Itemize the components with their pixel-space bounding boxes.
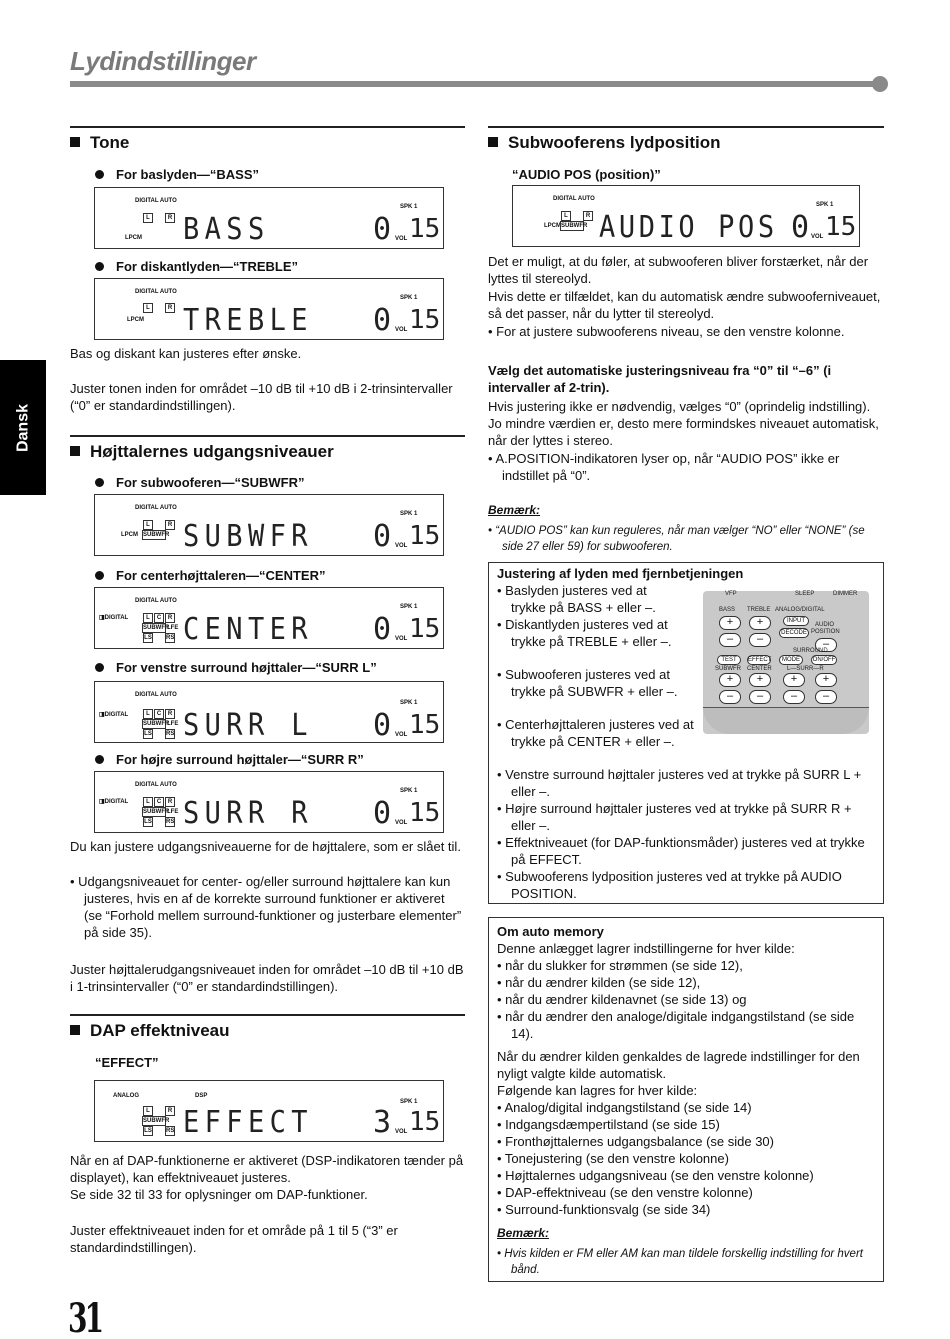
volume-value: 15: [409, 305, 441, 335]
dap-text-2: Se side 32 til 33 for oplysninger om DAP-funktioner.: [70, 1187, 368, 1202]
dolby-digital-indicator: [99, 799, 128, 807]
remote-item-5: • Venstre surround højttaler justeres ved at trykke på SURR L + eller –.: [497, 767, 862, 799]
digital-auto-indicator: DIGITAL AUTO: [553, 196, 595, 202]
dolby-icon: ◨: [99, 615, 105, 621]
channel-l-indicator: L: [143, 303, 153, 313]
subwfr-indicator: SUBWFR: [143, 809, 170, 815]
channel-rs-indicator: RS: [166, 819, 175, 825]
channel-l-indicator: L: [561, 211, 571, 221]
input-button[interactable]: INPUT: [783, 616, 809, 626]
vol-indicator: VOL: [395, 1129, 408, 1135]
dap-text-1: Når en af DAP-funktionerne er aktiveret (DSP-indikatoren tænder på displayet), kan effektniveauet justeres.: [70, 1153, 464, 1185]
channel-rs-indicator: RS: [166, 1128, 175, 1134]
speaker-levels-bullet-1: • Udgangsniveauet for center- og/eller surround højttalere kan kun justeres, hvis en af de korrekte surround funktioner er aktiveret (se “Forhold mellem surround-funktioner og justerbare elementer” på side 35).: [70, 874, 462, 940]
square-bullet-icon: [70, 1025, 80, 1035]
display-value: 0: [373, 303, 392, 338]
audio-label: AUDIO: [815, 622, 835, 628]
dolby-digital-indicator: [99, 712, 128, 720]
auto-memory-item-4: • når du ændrer den analoge/digitale indgangstilstand (se side 14).: [497, 1009, 855, 1041]
subwfr-indicator: SUBWFR: [143, 1118, 170, 1124]
square-bullet-icon: [70, 446, 80, 456]
channel-c-indicator: C: [154, 709, 164, 719]
dap-text-3: Juster effektniveauet inden for et område på 1 til 5 (“3” er standardindstillingen).: [70, 1223, 398, 1255]
vol-indicator: VOL: [811, 234, 824, 240]
auto-memory-text-3: Følgende kan lagres for hver kilde:: [497, 1083, 698, 1098]
surr-r-plus-button[interactable]: +: [815, 673, 837, 687]
vol-indicator: VOL: [395, 543, 408, 549]
treble-label-text: For diskantlyden—“TREBLE”: [116, 259, 299, 274]
spk-indicator: SPK 1: [400, 604, 418, 610]
digital-auto-indicator: DIGITAL AUTO: [135, 198, 177, 204]
bullet-icon: [95, 478, 104, 487]
subwoofer-pos-bold: Vælg det automatiske justeringsniveau fra “0” til “–6” (i intervaller af 2-trin).: [488, 363, 832, 395]
treble-minus-button[interactable]: –: [749, 633, 771, 647]
digital-auto-indicator: DIGITAL AUTO: [135, 692, 177, 698]
surr-l-minus-button[interactable]: –: [783, 690, 805, 704]
bullet-icon: [95, 663, 104, 672]
treble-label: [95, 258, 298, 275]
dolby-icon: ◨: [99, 799, 105, 805]
note-text: • “AUDIO POS” kan kun reguleres, når man vælger “NO” eller “NONE” (se side 27 eller 59) for subwooferen.: [488, 525, 865, 553]
display-audio-pos: [512, 185, 860, 247]
subwoofer-pos-text-2: Hvis dette er tilfældet, kan du automatisk ændre subwooferniveauet, så det passer, når du lytter til stereolyd.: [488, 289, 881, 321]
channel-r-indicator: R: [165, 520, 175, 530]
digital-auto-indicator: DIGITAL AUTO: [135, 289, 177, 295]
remote-illustration: [703, 591, 869, 734]
remote-box-heading: Justering af lyden med fjernbetjeningen: [497, 566, 744, 581]
digital-auto-indicator: DIGITAL AUTO: [135, 782, 177, 788]
remote-item-8: • Subwooferens lydposition justeres ved at trykke på AUDIO POSITION.: [497, 869, 842, 901]
subwoofer-pos-bullet-1: • For at justere subwooferens niveau, se den venstre kolonne.: [488, 324, 845, 339]
vol-indicator: VOL: [395, 820, 408, 826]
channel-r-indicator: R: [583, 211, 593, 221]
dsp-indicator: DSP: [195, 1093, 208, 1099]
display-center: [94, 587, 444, 649]
lfe-indicator: LFE: [167, 721, 179, 727]
dolby-digital-label: DIGITAL: [104, 712, 129, 718]
bass-plus-button[interactable]: +: [719, 616, 741, 630]
channel-r-indicator: R: [165, 613, 175, 623]
dolby-digital-indicator: [99, 615, 128, 623]
display-value: 0: [373, 612, 392, 647]
subwfr-plus-button[interactable]: +: [719, 673, 741, 687]
auto-memory-note: • Hvis kilden er FM eller AM kan man tildele forskellig indstilling for hvert bånd.: [497, 1248, 863, 1276]
subwoofer-pos-bullet-2: • A.POSITION-indikatoren lyser op, når “AUDIO POS” ikke er indstillet på “0”.: [488, 451, 840, 483]
position-label: POSITION: [811, 629, 840, 635]
auto-memory-item-2: • når du ændrer kilden (se side 12),: [497, 975, 701, 990]
auto-memory-list2-item-7: • Surround-funktionsvalg (se side 34): [497, 1202, 711, 1217]
analog-digital-label: ANALOG/DIGITAL: [775, 607, 825, 613]
volume-value: 15: [409, 214, 441, 244]
channel-l-indicator: L: [143, 709, 153, 719]
channel-r-indicator: R: [165, 213, 175, 223]
bass-label-text: For baslyden—“BASS”: [116, 167, 260, 182]
speaker-levels-text-1: Du kan justere udgangsniveauerne for de højttalere, som er slået til.: [70, 839, 461, 854]
auto-memory-list2-item-1: • Analog/digital indgangstilstand (se side 14): [497, 1100, 752, 1115]
channel-ls-indicator: LS: [144, 731, 152, 737]
analog-indicator: ANALOG: [113, 1093, 139, 1099]
lpcm-indicator: LPCM: [544, 223, 561, 229]
subwfr-indicator: SUBWFR: [143, 625, 170, 631]
subwfr-minus-button[interactable]: –: [719, 690, 741, 704]
bullet-icon: [95, 571, 104, 580]
display-text: SUBWFR: [183, 519, 313, 554]
page-number: 31: [68, 1295, 102, 1339]
lfe-indicator: LFE: [167, 625, 179, 631]
tone-heading-text: Tone: [90, 133, 130, 152]
spk-indicator: SPK 1: [400, 295, 418, 301]
spk-indicator: SPK 1: [400, 511, 418, 517]
bullet-icon: [95, 262, 104, 271]
surr-r-minus-button[interactable]: –: [815, 690, 837, 704]
channel-r-indicator: R: [165, 709, 175, 719]
display-value: 0: [373, 212, 392, 247]
speaker-levels-text-2: Juster højttalerudgangsniveauet inden for området –10 dB til +10 dB i 1-trinsintervaller (“0” er standardindstillingen).: [70, 962, 464, 994]
auto-memory-list2-item-4: • Tonejustering (se den venstre kolonne): [497, 1151, 729, 1166]
channel-c-indicator: C: [154, 797, 164, 807]
effect-button[interactable]: EFFECT: [748, 657, 772, 663]
display-text: TREBLE: [183, 303, 313, 338]
spk-indicator: SPK 1: [400, 700, 418, 706]
subwfr-label: SUBWFR: [715, 666, 741, 672]
title-rule: [70, 81, 876, 87]
subwfr-indicator: SUBWFR: [143, 532, 170, 538]
subwoofer-pos-heading: [488, 126, 884, 155]
remote-adjust-box: [488, 562, 884, 904]
lpcm-indicator: LPCM: [121, 532, 138, 538]
display-text: CENTER: [183, 612, 313, 647]
channel-r-indicator: R: [165, 303, 175, 313]
remote-body-bottom: [703, 707, 869, 734]
tone-heading: [70, 126, 465, 155]
channel-c-indicator: C: [154, 613, 164, 623]
speaker-levels-heading: [70, 435, 465, 464]
sleep-label: SLEEP: [795, 591, 815, 597]
auto-memory-note-heading: Bemærk:: [497, 1226, 550, 1240]
spk-indicator: SPK 1: [400, 788, 418, 794]
display-value: 0: [373, 796, 392, 831]
mode-button[interactable]: MODE: [779, 655, 803, 665]
onoff-button[interactable]: ON/OFF: [812, 657, 836, 663]
auto-memory-list2-item-2: • Indgangsdæmpertilstand (se side 15): [497, 1117, 720, 1132]
remote-item-4: • Centerhøjttaleren justeres ved at trykke på CENTER + eller –.: [497, 717, 694, 749]
effect-label: “EFFECT”: [95, 1055, 159, 1070]
bullet-icon: [95, 755, 104, 764]
test-button[interactable]: TEST: [717, 655, 741, 665]
spk-indicator: SPK 1: [816, 202, 834, 208]
dap-heading-text: DAP effektniveau: [90, 1021, 230, 1040]
surr-r-label-text: For højre surround højttaler—“SURR R”: [116, 752, 364, 767]
bass-label: [95, 166, 259, 183]
vol-indicator: VOL: [395, 636, 408, 642]
auto-memory-list2-item-3: • Fronthøjttalernes udgangsbalance (se side 30): [497, 1134, 774, 1149]
channel-l-indicator: L: [143, 797, 153, 807]
center-label-text: For centerhøjttaleren—“CENTER”: [116, 568, 326, 583]
surr-l-label-text: For venstre surround højttaler—“SURR L”: [116, 660, 377, 675]
channel-l-indicator: L: [143, 613, 153, 623]
channel-r-indicator: R: [165, 1106, 175, 1116]
language-tab: [0, 360, 46, 495]
treble-label: TREBLE: [747, 607, 771, 613]
display-text: AUDIO POS: [599, 210, 778, 245]
auto-memory-box: [488, 917, 884, 1282]
vfp-label: VFP: [725, 591, 737, 597]
auto-memory-list2-item-6: • DAP-effektniveau (se den venstre kolonne): [497, 1185, 753, 1200]
center-label: CENTER: [747, 666, 772, 672]
bass-minus-button[interactable]: –: [719, 633, 741, 647]
page-title: Lydindstillinger: [70, 46, 256, 76]
auto-memory-list2-item-5: • Højttalernes udgangsniveau (se den venstre kolonne): [497, 1168, 814, 1183]
dap-heading: [70, 1014, 465, 1043]
lpcm-indicator: LPCM: [125, 235, 142, 241]
digital-auto-indicator: DIGITAL AUTO: [135, 598, 177, 604]
channel-l-indicator: L: [143, 1106, 153, 1116]
remote-item-7: • Effektniveauet (for DAP-funktionsmåder) justeres ved at trykke på EFFECT.: [497, 835, 865, 867]
lpcm-indicator: LPCM: [127, 317, 144, 323]
square-bullet-icon: [70, 137, 80, 147]
subwfr-label: [95, 474, 305, 491]
channel-ls-indicator: LS: [144, 819, 152, 825]
channel-rs-indicator: RS: [166, 731, 175, 737]
center-minus-button[interactable]: –: [749, 690, 771, 704]
decode-button[interactable]: DECODE: [779, 628, 809, 638]
remote-item-6: • Højre surround højttaler justeres ved at trykke på SURR R + eller –.: [497, 801, 852, 833]
digital-auto-indicator: DIGITAL AUTO: [135, 505, 177, 511]
audio-position-button[interactable]: –: [815, 638, 837, 652]
display-effect: [94, 1080, 444, 1142]
channel-l-indicator: L: [143, 520, 153, 530]
subwoofer-pos-text-3: Hvis justering ikke er nødvendig, vælges “0” (oprindelig indstilling). Jo mindre værdien er, desto mere formindskes niveauet automatisk, når der lyttes i stereo.: [488, 399, 879, 448]
display-subwfr: [94, 494, 444, 556]
display-value: 0: [373, 519, 392, 554]
volume-value: 15: [409, 710, 441, 740]
channel-ls-indicator: LS: [144, 635, 152, 641]
vol-indicator: VOL: [395, 236, 408, 242]
volume-value: 15: [409, 1107, 441, 1137]
channel-l-indicator: L: [143, 213, 153, 223]
spk-indicator: SPK 1: [400, 1099, 418, 1105]
display-text: SURR R: [183, 796, 313, 831]
title-rule-dot: [872, 76, 888, 92]
spk-indicator: SPK 1: [400, 204, 418, 210]
vol-indicator: VOL: [395, 327, 408, 333]
channel-r-indicator: R: [165, 797, 175, 807]
remote-item-3: • Subwooferen justeres ved at trykke på SUBWFR + eller –.: [497, 667, 678, 699]
note-heading: Bemærk:: [488, 503, 541, 517]
display-bass: [94, 187, 444, 249]
tone-text-1: Bas og diskant kan justeres efter ønske.: [70, 346, 302, 361]
dolby-digital-label: DIGITAL: [104, 799, 129, 805]
display-text: EFFECT: [183, 1105, 313, 1140]
vol-indicator: VOL: [395, 732, 408, 738]
subwfr-indicator: SUBWFR: [561, 223, 588, 229]
auto-memory-text-2: Når du ændrer kilden genkaldes de lagrede indstillinger for den nyligt valgte kilde automatisk.: [497, 1049, 860, 1081]
remote-item-1: • Baslyden justeres ved at trykke på BASS + eller –.: [497, 583, 656, 615]
subwoofer-pos-text-1: Det er muligt, at du føler, at subwooferen bliver forstærket, når der lyttes til stereolyd.: [488, 254, 869, 286]
auto-memory-heading: Om auto memory: [497, 924, 604, 939]
display-value: 0: [373, 708, 392, 743]
lfe-indicator: LFE: [167, 809, 179, 815]
channel-rs-indicator: RS: [166, 635, 175, 641]
surr-l-plus-button[interactable]: +: [783, 673, 805, 687]
volume-value: 15: [825, 212, 857, 242]
treble-plus-button[interactable]: +: [749, 616, 771, 630]
auto-memory-intro: Denne anlægget lagrer indstillingerne for hver kilde:: [497, 941, 795, 956]
dolby-digital-label: DIGITAL: [104, 615, 129, 621]
auto-memory-item-3: • når du ændrer kildenavnet (se side 13) og: [497, 992, 747, 1007]
volume-value: 15: [409, 521, 441, 551]
display-surr-r: [94, 771, 444, 833]
subwoofer-pos-heading-text: Subwooferens lydposition: [508, 133, 721, 152]
dolby-icon: ◨: [99, 712, 105, 718]
subwfr-label-text: For subwooferen—“SUBWFR”: [116, 475, 305, 490]
display-text: BASS: [183, 212, 270, 247]
surr-r-label: [95, 751, 364, 768]
volume-value: 15: [409, 614, 441, 644]
volume-value: 15: [409, 798, 441, 828]
surr-label: L—SURR—R: [787, 666, 824, 672]
bass-label: BASS: [719, 607, 736, 613]
speaker-levels-heading-text: Højttalernes udgangsniveauer: [90, 442, 334, 461]
remote-item-2: • Diskantlyden justeres ved at trykke på TREBLE + eller –.: [497, 617, 672, 649]
center-label: [95, 567, 325, 584]
display-treble: [94, 278, 444, 340]
display-text: SURR L: [183, 708, 313, 743]
tone-text-2: Juster tonen inden for området –10 dB til +10 dB i 2-trinsintervaller (“0” er standardindstillingen).: [70, 381, 453, 413]
audio-pos-label: “AUDIO POS (position)”: [512, 167, 661, 182]
display-surr-l: [94, 681, 444, 743]
display-value: 0: [791, 210, 810, 245]
language-tab-label: Dansk: [14, 403, 32, 452]
channel-ls-indicator: LS: [144, 1128, 152, 1134]
subwfr-indicator: SUBWFR: [143, 721, 170, 727]
center-plus-button[interactable]: +: [749, 673, 771, 687]
surr-l-label: [95, 659, 377, 676]
surround-label: SURROUND: [793, 648, 828, 654]
square-bullet-icon: [488, 137, 498, 147]
dimmer-label: DIMMER: [833, 591, 858, 597]
auto-memory-item-1: • når du slukker for strømmen (se side 12),: [497, 958, 743, 973]
bullet-icon: [95, 170, 104, 179]
display-value: 3: [373, 1105, 392, 1140]
